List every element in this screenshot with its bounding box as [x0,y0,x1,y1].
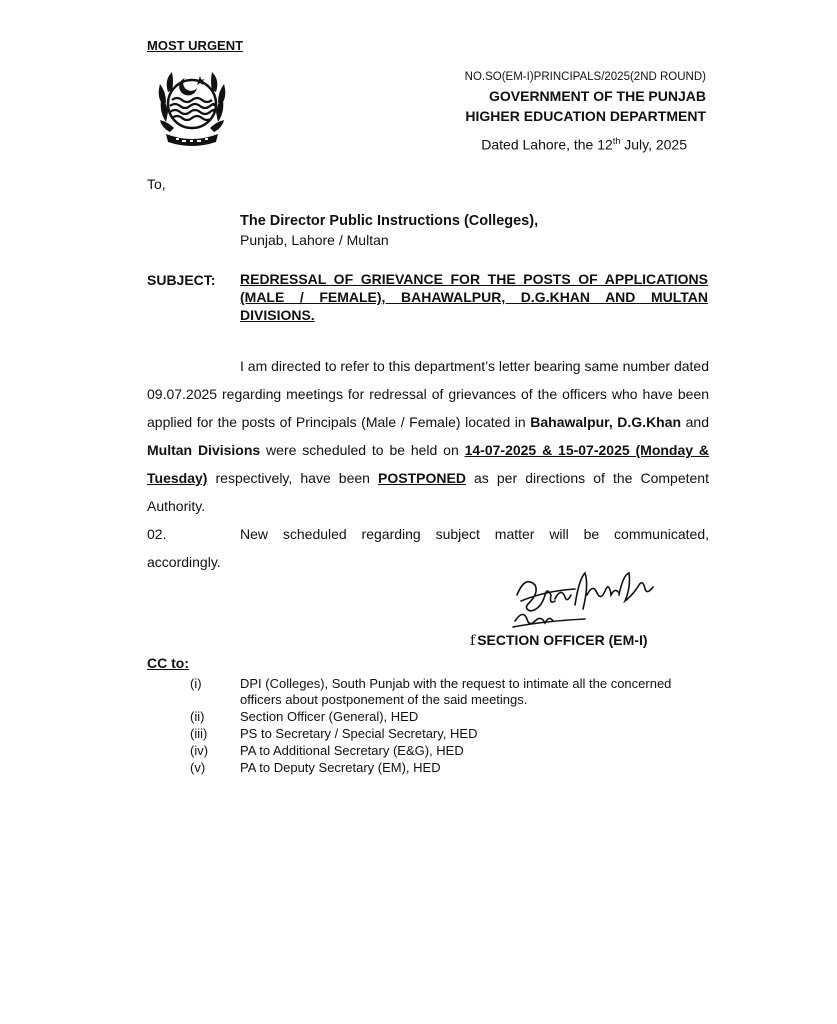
salutation-to: To, [147,176,166,192]
cc-item: (i) DPI (Colleges), South Punjab with the request to intimate all the concerned officers about postponement of the said meetings. [190,676,672,707]
subject-text: REDRESSAL OF GRIEVANCE FOR THE POSTS OF APPLICATIONS (MALE / FEMALE), BAHAWALPUR, D.G.KHAN AND MULTAN DIVISIONS. [240,271,708,323]
urgency-label: MOST URGENT [147,38,244,53]
cc-item: (ii) Section Officer (General), HED [190,709,419,724]
cc-item: (iii) PS to Secretary / Special Secretary, HED [190,726,478,741]
body-paragraph-2: 02. New scheduled regarding subject matter will be communicated, accordingly. [147,526,709,570]
subject-label: SUBJECT: [147,272,216,288]
addressee-place: Punjab, Lahore / Multan [240,232,389,248]
department-heading: HIGHER EDUCATION DEPARTMENT [465,108,706,124]
letter-date: Dated Lahore, the 12th July, 2025 [481,136,687,153]
government-heading: GOVERNMENT OF THE PUNJAB [488,88,706,104]
cc-list [190,676,710,777]
reference-number: NO.SO(EM-I)PRINCIPALS/2025(2ND ROUND) [464,71,706,83]
addressee-name: The Director Public Instructions (Colleges), [240,213,539,229]
body-paragraph-1: I am directed to refer to this department’s letter bearing same number dated 09.07.2025 regarding meetings for redressal of grievances of the officers who have been applied for the posts of Principals (Male / Female) located in Bahawalpur, D.G.Khan and Multan Divisions were scheduled to be held on 14-07-2025 & 15-07-2025 (Monday & Tuesday) respectively, have been POSTPONED as per directions of the Competent Authority. [147,358,710,514]
punjab-govt-emblem-icon [152,62,232,152]
section-officer-designation: f SECTION OFFICER (EM-I) [470,632,648,649]
cc-item: (iv) PA to Additional Secretary (E&G), HED [190,743,464,758]
cc-item: (v) PA to Deputy Secretary (EM), HED [190,760,441,775]
cc-label: CC to: [147,655,189,671]
